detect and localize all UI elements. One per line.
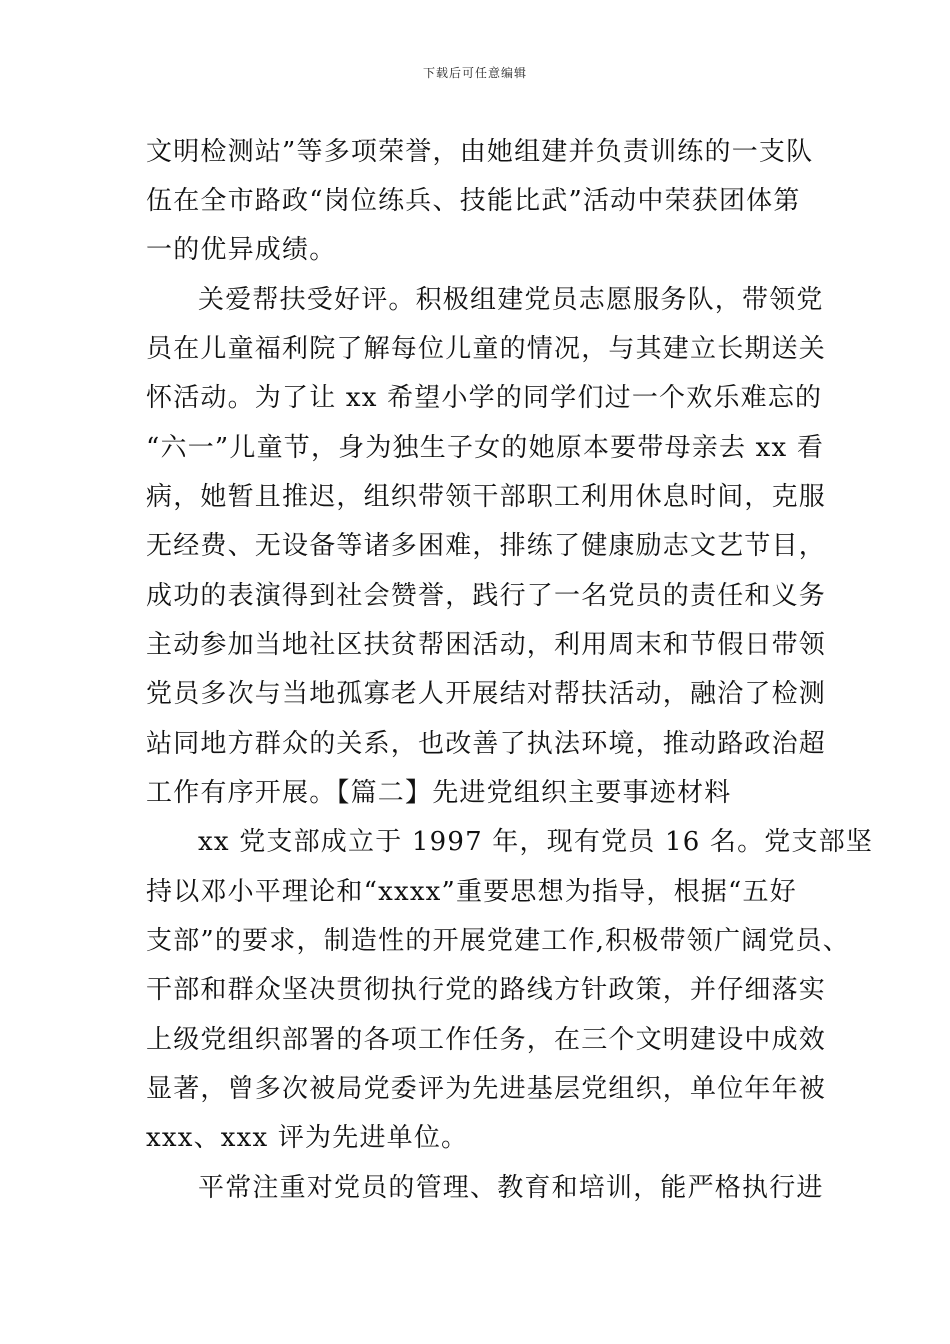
body-line: 持以邓小平理论和“xxxx”重要思想为指导，根据“五好 — [146, 877, 797, 907]
body-line: 文明检测站”等多项荣誉，由她组建并负责训练的一支队 — [146, 137, 814, 167]
body-line: 无经费、无设备等诸多困难，排练了健康励志文艺节目， — [146, 531, 827, 561]
body-line: 上级党组织部署的各项工作任务，在三个文明建设中成效 — [146, 1025, 827, 1055]
body-line: 病，她暂且推迟，组织带领干部职工利用休息时间，克服 — [146, 482, 827, 512]
body-line: 支部”的要求，制造性的开展党建工作,积极带领广阔党员、 — [146, 926, 850, 956]
body-line: xxx、xxx 评为先进单位。 — [146, 1123, 469, 1153]
body-line: 干部和群众坚决贯彻执行党的路线方针政策，并仔细落实 — [146, 975, 827, 1005]
paragraph-start-line: 平常注重对党员的管理、教育和培训，能严格执行进 — [198, 1173, 824, 1203]
body-line: 成功的表演得到社会赞誉，践行了一名党员的责任和义务 — [146, 581, 827, 611]
page-header: 下载后可任意编辑 — [422, 66, 527, 80]
paragraph-start-line: xx 党支部成立于 1997 年，现有党员 16 名。党支部坚 — [198, 827, 874, 857]
body-line: 党员多次与当地孤寡老人开展结对帮扶活动，融洽了检测 — [146, 679, 827, 709]
body-line: 站同地方群众的关系，也改善了执法环境，推动路政治超 — [146, 729, 827, 759]
body-line: 显著，曾多次被局党委评为先进基层党组织，单位年年被 — [146, 1074, 827, 1104]
body-line: 员在儿童福利院了解每位儿童的情况，与其建立长期送关 — [146, 334, 827, 364]
paragraph-start-line: 关爱帮扶受好评。积极组建党员志愿服务队，带领党 — [198, 285, 824, 315]
body-line: 主动参加当地社区扶贫帮困活动，利用周末和节假日带领 — [146, 630, 827, 660]
body-line: 伍在全市路政“岗位练兵、技能比武”活动中荣获团体第 — [146, 186, 801, 216]
body-line-with-section-title: 工作有序开展。【篇二】先进党组织主要事迹材料 — [146, 778, 732, 808]
body-line: 怀活动。为了让 xx 希望小学的同学们过一个欢乐难忘的 — [146, 383, 823, 413]
body-line: “六一”儿童节，身为独生子女的她原本要带母亲去 xx 看 — [146, 433, 825, 463]
body-line: 一的优异成绩。 — [146, 235, 337, 265]
